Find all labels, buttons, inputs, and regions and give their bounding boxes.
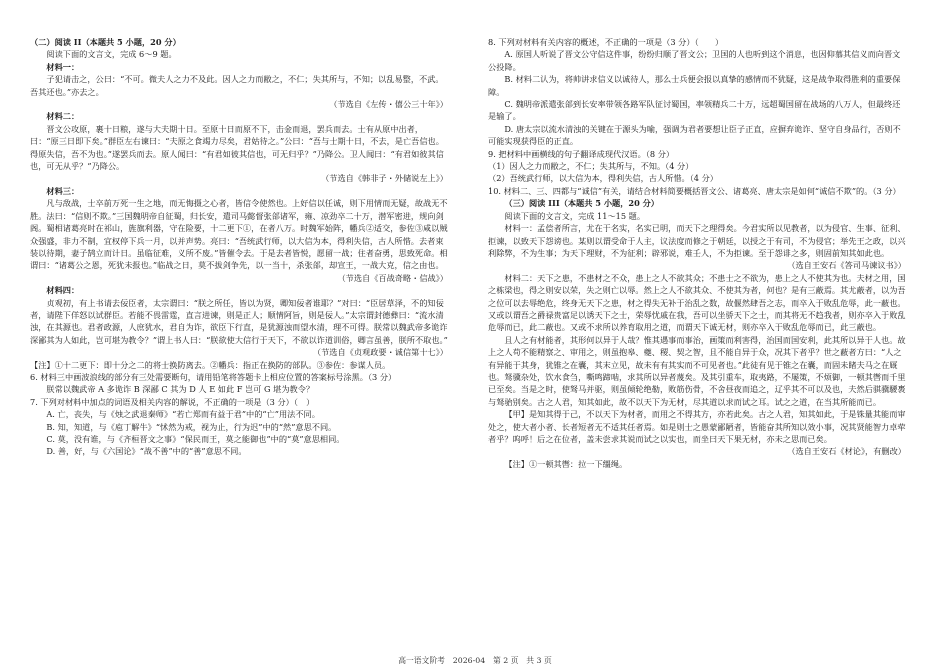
question-7: 7. 下列对材料中加点的词语及相关内容的解说，不正确的一项是（3 分）（ ） [30, 396, 315, 407]
section3-title: （三）阅读 III（本题共 5 小题，20 分） [504, 198, 659, 209]
question-7-option-a: A. 亡，丧失，与《烛之武退秦师》“若亡郑而有益于君”中的“亡”用法不同。 [46, 409, 320, 420]
question-9-part-2: （2）吾统武行师，以大信为本，得利失信，古人所惜。（4 分） [488, 173, 718, 184]
material3-source: （节选自《百战奇略・信战》） [337, 272, 448, 283]
material3-title: 材料三： [46, 185, 80, 196]
section2-intro: 阅读下面的文言文，完成 6～9 题。 [46, 49, 177, 60]
page-footer: 高一语文阶考 2026-04 第 2 页 共 3 页 [398, 656, 552, 665]
material3-text: 凡与敌战，士卒前万死一生之地，而无悔摄之心者，皆信令使然也。上好信以任诚，则下用情而无疑，故战无不胜。法曰：“信则不欺。”三国魏明帝自征蜀，归长安，遣司马懿督张郃诸军，雍、凉劲卒二十万，潜军密进，规向剑阁。蜀相诸葛亮时在祁山，旌旗利器，守在险要，十二更下①，在者八万。时魏军始阵，幡兵②适交，参佐③咸以贼众强盛，非力不制，宜权停下兵一月，以并声势。亮曰：“吾统武行师，以大信为本，得利失信，古人所惜。去者束装以待期，妻子鹄立而计日。虽临征难，义所不废。”皆催令去。于是去者皆悦，愿留一战；住者奋勇，思致死命。相谓曰：“诸葛公之恩，死犹未报也。”临战之日，莫不拔剑争先，以一当十，杀张郃，却宣王，一战大克，信之由也。 [30, 198, 448, 271]
section3-intro: 阅读下面的文言文，完成 11～15 题。 [504, 210, 646, 221]
material2-paragraph-2: 且人之有材能者，其形何以异于人哉？惟其遇事而事治，画策而利害得，治国而国安利，此其所以异于人也。故上之人苟不能精察之、审用之，则虽抱皋、夔、稷、契之智，且不能自异于众，况其下者乎？世之蔽者方曰：“人之有异能于其身，犹锥之在囊，其末立见，故未有有其实而不可见者也。”此徒有见于锥之在囊，而固未睹夫马之在厩也。驽骥杂处，饮水食刍，嘶鸣蹄啮，求其所以异者蔑矣。及其引重车，取夷路，不屡策，不烦御，一顿其辔而千里已至矣。当是之时，使驽马并驱，则虽倾轮绝勒，败筋伤骨，不舍昼夜而追之，辽乎其不可以及也，夫然后骐骥騕褭与驽骀别矣。古之人君，知其如此，故不以天下为无材，尽其道以求而试之耳。试之之道，在当其所能而已。 [488, 334, 906, 407]
question-7-option-d: D. 善，好，与《六国论》“战不善”中的“善”意思不同。 [46, 446, 247, 457]
material2-paragraph-3: 【甲】是知其得于己，不以天下为材者，而用之不得其方，亦若此矣。古之人君，知其如此，于是铢量其能而审处之，使大者小者、长者短者无不适其任者焉。如是则士之愚蒙鄙陋者，皆能奋其所知以效小事，况其贤能智力卓荦者乎？呜呼！后之在位者，盖未尝求其说而试之以实也，而坐曰天下果无材，亦未之思而已矣。 [488, 409, 906, 444]
material1-text: 子犯请击之，公曰：“不可。微夫人之力不及此。因人之力而敝之，不仁；失其所与，不知；以乱易整，不武。吾其还也。”亦去之。 [30, 74, 444, 97]
footnote-b: 【注】①一顿其辔：拉一下缰绳。 [504, 458, 628, 469]
question-6-sentence: 朕常以魏武帝 A 多诡诈 B 深鄙 C 其为 D 人 E 如此 F 岂可 G 堪为教令？ [46, 384, 315, 395]
material4-text: 贞观初，有上书请去佞臣者，太宗谓曰：“朕之所任，皆以为贤，卿知佞者谁耶？”对曰：“臣居草泽，不的知佞者，请陛下佯怒以试群臣。若能不畏雷霆，直言进谏，则是正人；顺情阿旨，则是佞人。”太宗谓封德彝曰：“流水清浊，在其源也。君者政源，人庶犹水，君自为诈，欲臣下行直，是犹源浊而望水清，理不可得。朕常以魏武帝多诡诈深鄙其为人如此，岂可堪为教令？”谓上书人曰：“朕欲使大信行于天下，不欲以诈道训俗，卿言虽善，朕所不取也。” [30, 297, 448, 345]
material2-text-b: 材料二：天下之患，不患材之不众，患上之人不欲其众；不患士之不欲为，患上之人不使其为也。夫材之用，国之栋梁也，得之则安以荣，失之则亡以辱。然上之人不欲其众、不使其为者，何也？是有三蔽焉。其尤蔽者，以为吾之位可以去辱绝危，终身无天下之患，材之得失无补于治乱之数，故偃然肆吾之志，而卒入于败乱危辱，此一蔽也。又或以谓吾之爵禄贵富足以诱天下之士，荣辱忧戚在我，吾可以坐骄天下之士，而其将无不趋我者，则亦卒入于败乱危辱而已，此二蔽也。又或不求所以养育取用之道，而谓天下诚无材，则亦卒入于败乱危辱而已，此三蔽也。 [488, 272, 906, 333]
question-8: 8. 下列对材料有关内容的概述，不正确的一项是（3 分）（ ） [488, 37, 724, 47]
question-7-option-b: B. 知，知道，与《庖丁解牛》“怵然为戒，视为止，行为迟”中的“然”意思不同。 [46, 421, 337, 432]
question-9-part-1: （1）因人之力而敝之，不仁；失其所与，不知。（4 分） [488, 161, 694, 172]
question-8-option-c: C. 魏明帝派遣张郃到长安率带领各路军队征讨蜀国，率领精兵二十万，远超蜀国留在战场的八万人，但最终还是输了。 [488, 99, 901, 122]
question-7-option-c: C. 莫，没有谁，与《齐桓晋文之事》“保民而王，莫之能御也”中的“莫”意思相同。 [46, 434, 345, 444]
right-column [488, 36, 906, 470]
left-column [30, 36, 448, 458]
material4-title: 材料四： [46, 285, 80, 296]
material2-text: 晋文公攻原，裹十日粮，遂与大夫期十日。至原十日而原不下，击金而退，罢兵而去。士有从原中出者，曰：“原三日即下矣。”群臣左右谏曰：“夫原之食竭力尽矣，君姑待之。”公曰：“吾与士期十日，不去，是亡吾信也。得原失信，吾不为也。”遂罢兵而去。原人闻曰：“有君如彼其信也，可无归乎？”乃降公。卫人闻曰：“有君如彼其信也，可无从乎？”乃降公。 [30, 123, 444, 172]
footnote: 【注】①十二更下：即十分之二的将士换防离去。②幡兵：指正在换防的部队。③参佐：参谋人员。 [30, 359, 391, 370]
material4-source: （节选自《贞观政要・诚信第十七》） [312, 347, 448, 358]
material1-source: （节选自《左传・僖公三十年》） [329, 99, 448, 110]
material2-title: 材料二： [46, 111, 80, 122]
material1-source-b: （选自王安石《答司马谏议书》） [787, 260, 906, 271]
question-9: 9. 把材料中画横线的句子翻译成现代汉语。（8 分） [488, 148, 675, 159]
material2-source-b: （选自王安石《材论》，有删改） [787, 446, 906, 457]
question-6: 6. 材料三中画波浪线的部分有三处需要断句，请用铅笔将答题卡上相应位置的答案标号涂黑。（3 分） [30, 371, 397, 382]
question-10: 10. 材料二、三、四都与“诚信”有关，请结合材料简要概括晋文公、诸葛亮、唐太宗是如何“诚信不欺”的。（3 分） [488, 185, 901, 196]
material2-source: （节选自《韩非子・外储说左上》） [321, 173, 448, 184]
question-8-option-d: D. 唐太宗以流水清浊的关键在于源头为喻，强调为君者要想让臣子正直，应摒弃诡诈、坚守自身品行，否则不可能实现获得臣的正直。 [488, 123, 901, 147]
question-8-option-b: B. 材料二认为，将帅讲求信义以诚待人，那么士兵便会报以真挚的感情而不犹疑，这是战争取得胜利的重要保障。 [488, 74, 901, 97]
section2-title: （二）阅读 II（本题共 5 小题，20 分） [30, 37, 181, 47]
material1-text-b: 材料一：孟偿者所言，尤在于名实，名实已明，而天下之理得矣。今君实所以见教者，以为侵官、生事、征利、拒谏，以致天下怨谤也。某则以谓受命于人主，议法度而修之于朝廷，以授之于有司，不为侵官；举先王之政，以兴利除弊，不为生事；为天下理财，不为征利；辟邪说，难壬人，不为拒谏。至于怨诽之多，则固前知其如此也。 [488, 223, 906, 258]
material1-title: 材料一： [46, 61, 80, 72]
question-8-option-a: A. 原国人听说了晋文公守信这件事，纷纷归顺了晋文公；卫国的人也听到这个消息，也因仰慕其信义而向晋文公投降。 [488, 49, 901, 72]
